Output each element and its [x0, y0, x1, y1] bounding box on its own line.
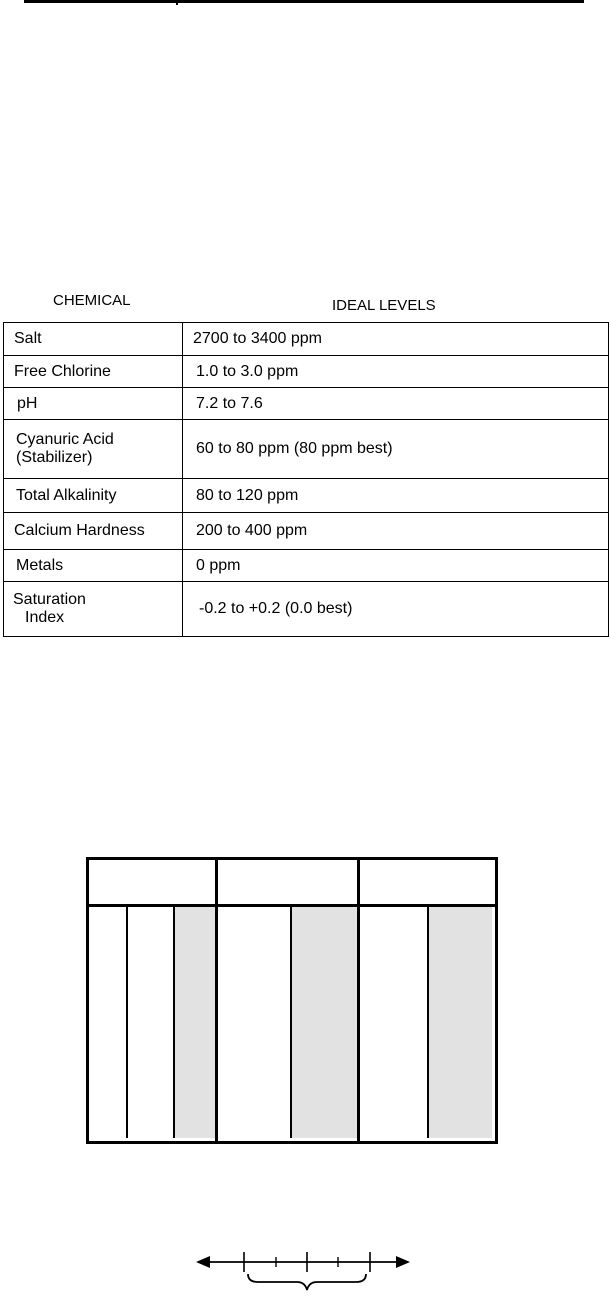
chemical-name: Free Chlorine — [14, 362, 111, 380]
shaded-column — [175, 907, 215, 1138]
level-cell: 2700 to 3400 ppm — [183, 323, 609, 356]
table-row — [4, 550, 609, 582]
left-arrow-icon — [196, 1256, 210, 1268]
chemical-name: Cyanuric Acid — [16, 431, 114, 448]
grid-minor-divider — [427, 907, 429, 1138]
grid-major-divider — [215, 860, 218, 1141]
chemical-name: Metals — [16, 556, 64, 574]
top-rule-divider — [176, 0, 178, 5]
table-row — [4, 420, 609, 479]
chemical-cell — [4, 550, 183, 582]
table-row — [4, 323, 609, 356]
chemical-cell — [4, 479, 183, 513]
chemical-cell — [4, 513, 183, 550]
chemical-name: Saturation — [13, 591, 86, 608]
number-line-diagram — [196, 1244, 412, 1300]
shaded-column — [428, 907, 492, 1138]
level-cell: 60 to 80 ppm (80 ppm best) — [183, 420, 609, 479]
table-row — [4, 356, 609, 388]
chemical-name: pH — [17, 394, 38, 412]
chemical-cell — [4, 420, 183, 479]
grid-minor-divider — [173, 907, 175, 1138]
level-cell: 0 ppm — [183, 550, 609, 582]
ideal-levels-column-header: IDEAL LEVELS — [332, 297, 436, 314]
grid-minor-divider — [126, 907, 128, 1138]
grid-minor-divider — [290, 907, 292, 1138]
shaded-column — [291, 907, 358, 1138]
table-row — [4, 479, 609, 513]
chemical-name-sub: (Stabilizer) — [16, 449, 93, 466]
level-cell: 200 to 400 ppm — [183, 513, 609, 550]
right-arrow-icon — [396, 1256, 410, 1268]
table-row — [4, 388, 609, 420]
level-cell: 7.2 to 7.6 — [183, 388, 609, 420]
table-row — [4, 513, 609, 550]
chemical-cell — [4, 388, 183, 420]
chemical-name-sub: Index — [25, 609, 65, 626]
level-cell: -0.2 to +0.2 (0.0 best) — [183, 582, 609, 637]
chemical-cell — [4, 356, 183, 388]
chemical-column-header: CHEMICAL — [53, 292, 131, 309]
level-cell: 80 to 120 ppm — [183, 479, 609, 513]
chemical-name: Total Alkalinity — [16, 486, 117, 504]
chemical-cell — [4, 582, 183, 637]
range-bracket — [248, 1274, 366, 1290]
ideal-levels-table — [3, 322, 609, 637]
chemical-cell — [4, 323, 183, 356]
chemical-name: Salt — [14, 330, 42, 347]
table-row — [4, 582, 609, 637]
grid-major-divider — [357, 860, 360, 1141]
top-rule — [24, 0, 584, 3]
level-cell: 1.0 to 3.0 ppm — [183, 356, 609, 388]
chemical-name: Calcium Hardness — [14, 522, 145, 539]
grid-header-divider — [89, 904, 495, 907]
